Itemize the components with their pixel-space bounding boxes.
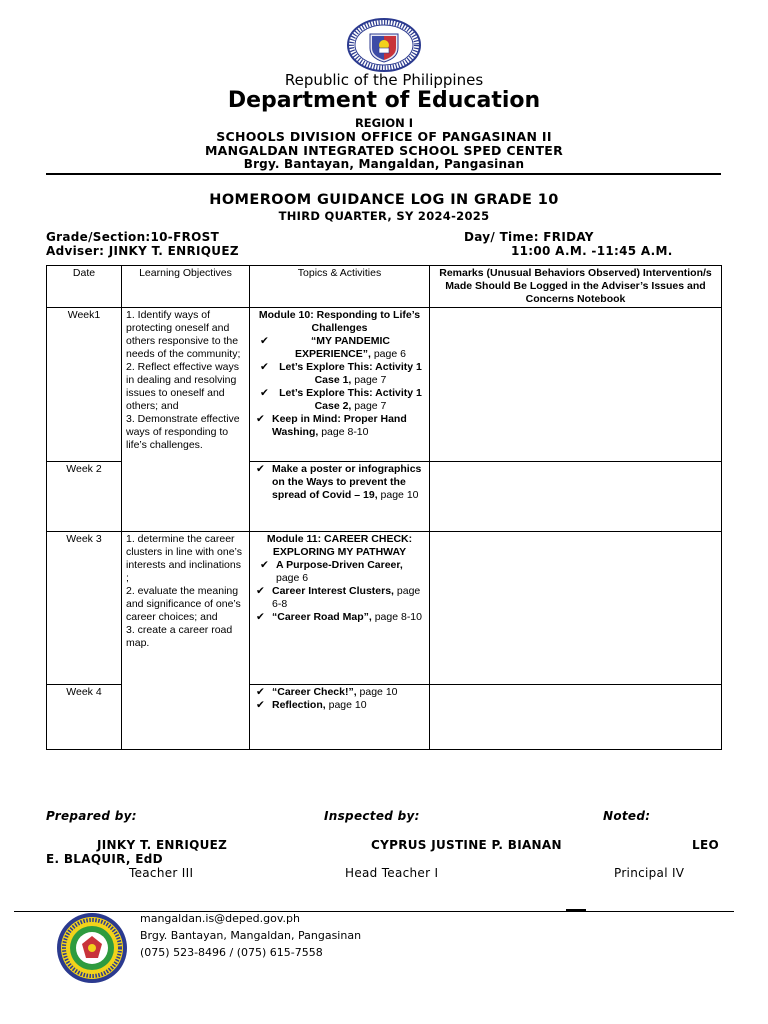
table-header-row: [47, 266, 722, 308]
activity-page: page 10: [377, 489, 419, 501]
school-heading: MANGALDAN INTEGRATED SCHOOL SPED CENTER: [204, 143, 564, 158]
activity-title: Let’s Explore This: Activity 1 Case 1,: [279, 361, 422, 386]
checkmark-icon: ✔: [256, 413, 265, 425]
activity-title: Let’s Explore This: Activity 1 Case 2,: [279, 387, 422, 412]
adviser: Adviser: JINKY T. ENRIQUEZ: [46, 244, 239, 258]
remarks-cell: [430, 685, 722, 750]
header-date: Date: [47, 266, 122, 308]
activity-item: [254, 686, 425, 699]
module-title: Module 10: Responding to Life’s Challenges: [258, 309, 421, 334]
activity-item: [254, 611, 425, 624]
prepared-by-name: JINKY T. ENRIQUEZ: [97, 838, 228, 852]
activity-title: Make a poster or infographics on the Ways to prevent the spread of Covid – 19,: [272, 463, 422, 501]
activity-item: [254, 463, 425, 502]
table-row: [47, 308, 722, 462]
noted-by-role: Principal IV: [614, 866, 685, 880]
guidance-log-table: [46, 265, 722, 750]
checkmark-icon: ✔: [256, 699, 265, 711]
inspected-by-label: Inspected by:: [324, 809, 420, 823]
activity-page: page 6: [370, 348, 406, 360]
footer-phone: (075) 523-8496 / (075) 615-7558: [140, 946, 323, 959]
document-title: HOMEROOM GUIDANCE LOG IN GRADE 10: [209, 192, 559, 208]
noted-by-name-part1: LEO: [692, 838, 719, 852]
objectives-cell-module-10: 1. Identify ways of protecting oneself and others responsive to the needs of the community; 2. Reflect effective ways in dealing and resolving issues to oneself and others; and 3. Demonstrate effective ways of responding to life’s challenges.: [122, 308, 250, 532]
week-cell: Week 2: [47, 462, 122, 532]
remarks-cell: [430, 532, 722, 685]
department-heading: Department of Education: [227, 88, 541, 113]
activity-page: page 6-8: [272, 585, 421, 610]
time-range: 11:00 A.M. -11:45 A.M.: [511, 244, 673, 258]
activity-title: “Career Road Map”,: [272, 611, 372, 623]
topics-cell-week2: [250, 462, 430, 532]
week-cell: Week 4: [47, 685, 122, 750]
checkmark-icon: ✔: [256, 686, 265, 698]
topics-cell-week4: [250, 685, 430, 750]
header-divider: [46, 173, 721, 175]
document-subtitle: THIRD QUARTER, SY 2024-2025: [278, 209, 490, 223]
checkmark-icon: ✔: [260, 559, 269, 571]
footer-address: Brgy. Bantayan, Mangaldan, Pangasinan: [140, 929, 362, 942]
activity-title: Career Interest Clusters,: [272, 585, 394, 597]
topics-cell-week3: [250, 532, 430, 685]
activity-item: [254, 559, 425, 585]
activity-page: page 10: [325, 699, 367, 711]
republic-heading: Republic of the Philippines: [284, 71, 484, 89]
activity-title: Keep in Mind: Proper Hand Washing,: [272, 413, 407, 438]
week-cell: Week1: [47, 308, 122, 462]
activity-title: “MY PANDEMIC EXPERIENCE”,: [295, 335, 390, 360]
activity-item: [254, 387, 425, 413]
checkmark-icon: ✔: [260, 361, 269, 373]
activity-item: [254, 585, 425, 611]
activity-title: A Purpose-Driven Career,: [276, 559, 403, 571]
footer-email: mangaldan.is@deped.gov.ph: [140, 912, 300, 925]
header-remarks: Remarks (Unusual Behaviors Observed) Intervention/s Made Should Be Logged in the Adviser’s Issues and Concerns Notebook: [430, 266, 722, 308]
activity-item: [254, 413, 425, 439]
activity-page: page 6: [276, 572, 309, 584]
activity-page: page 8-10: [318, 426, 369, 438]
module-title: Module 11: CAREER CHECK: EXPLORING MY PATHWAY: [266, 533, 413, 558]
remarks-cell: [430, 308, 722, 462]
checkmark-icon: ✔: [256, 611, 265, 623]
header-objectives: Learning Objectives: [122, 266, 250, 308]
activity-item: [254, 699, 425, 712]
objectives-cell-module-11: 1. determine the career clusters in line with one’s interests and inclinations ; 2. evaluate the meaning and significance of one’s career choices; and 3. create a career road map.: [122, 532, 250, 750]
checkmark-icon: ✔: [260, 335, 269, 347]
header-topics: Topics & Activities: [250, 266, 430, 308]
checkmark-icon: ✔: [260, 387, 269, 399]
day-time: Day/ Time: FRIDAY: [464, 230, 594, 244]
grade-section: Grade/Section:10-FROST: [46, 230, 220, 244]
prepared-by-role: Teacher III: [129, 866, 194, 880]
checkmark-icon: ✔: [256, 585, 265, 597]
topics-cell-week1: [250, 308, 430, 462]
remarks-cell: [430, 462, 722, 532]
noted-label: Noted:: [603, 809, 651, 823]
deped-seal-icon: [346, 18, 422, 72]
inspected-by-role: Head Teacher I: [345, 866, 439, 880]
activity-title: “Career Check!”,: [272, 686, 357, 698]
activity-page: page 10: [356, 686, 398, 698]
week-cell: Week 3: [47, 532, 122, 685]
table-row: [47, 532, 722, 685]
activity-title: Reflection,: [272, 699, 326, 711]
region-heading: REGION I: [354, 116, 414, 130]
activity-page: page 7: [351, 400, 387, 412]
noted-by-name-part2: E. BLAQUIR, EdD: [46, 852, 163, 866]
activity-item: [254, 335, 425, 361]
checkmark-icon: ✔: [256, 463, 265, 475]
inspected-by-name: CYPRUS JUSTINE P. BIANAN: [371, 838, 562, 852]
prepared-by-label: Prepared by:: [46, 809, 137, 823]
activity-item: [254, 361, 425, 387]
activity-page: page 8-10: [371, 611, 422, 623]
activity-page: page 7: [351, 374, 387, 386]
division-heading: SCHOOLS DIVISION OFFICE OF PANGASINAN II: [216, 129, 552, 144]
school-address: Brgy. Bantayan, Mangaldan, Pangasinan: [243, 157, 525, 171]
school-seal-icon: [56, 912, 128, 984]
footer-divider-accent: [566, 909, 586, 911]
